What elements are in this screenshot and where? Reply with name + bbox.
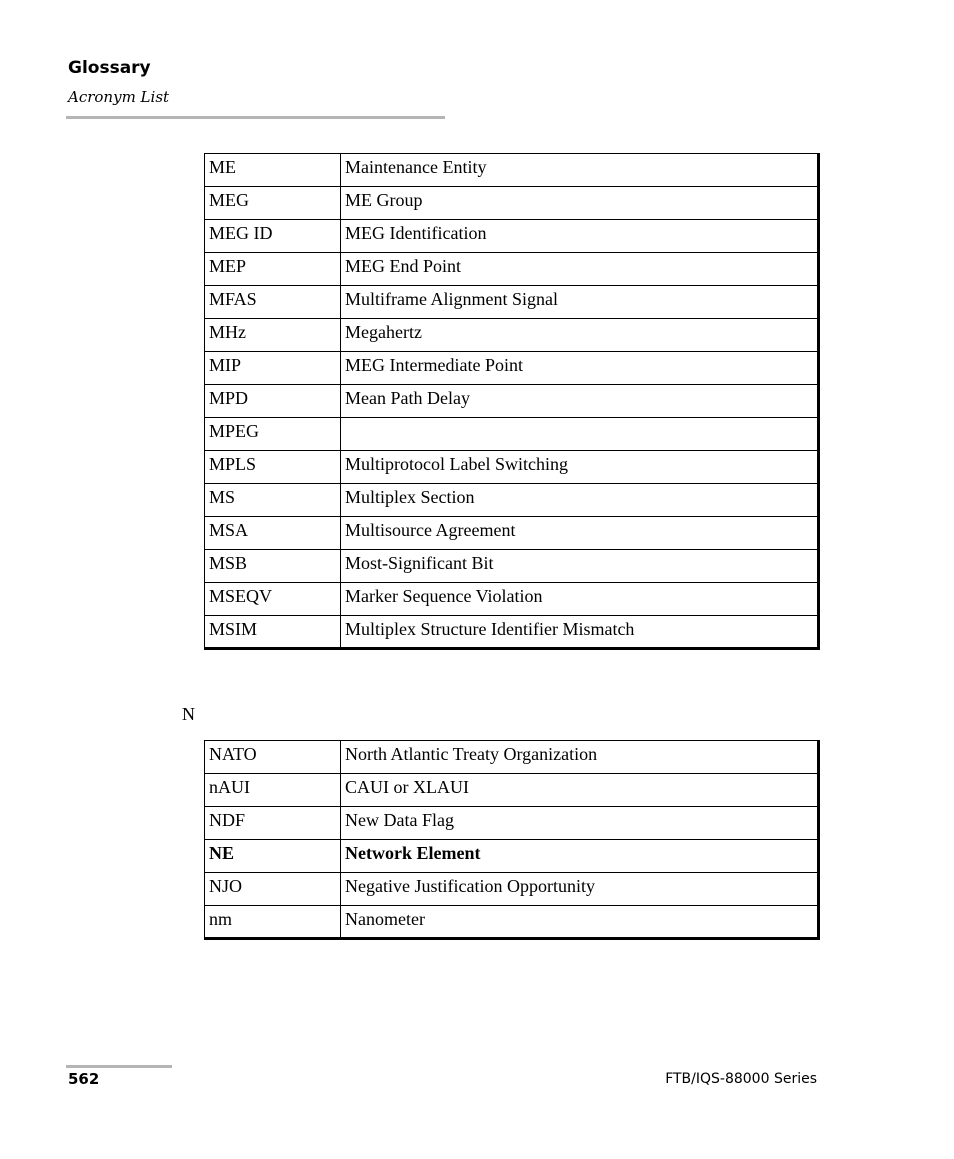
acronym-cell: MPLS <box>205 451 341 484</box>
acronym-cell: MSA <box>205 517 341 550</box>
table-row <box>205 517 819 550</box>
acronym-cell: MHz <box>205 319 341 352</box>
acronym-cell: NATO <box>205 741 341 774</box>
table-row <box>205 583 819 616</box>
acronym-cell: MPD <box>205 385 341 418</box>
definition-cell: Multiplex Section <box>341 484 819 517</box>
table-row <box>205 741 819 774</box>
acronym-table-m-body <box>205 154 819 649</box>
definition-cell: Megahertz <box>341 319 819 352</box>
table-row <box>205 253 819 286</box>
acronym-cell: nm <box>205 906 341 939</box>
acronym-table-n-body <box>205 741 819 939</box>
definition-cell: Marker Sequence Violation <box>341 583 819 616</box>
definition-cell: MEG Intermediate Point <box>341 352 819 385</box>
acronym-cell: MSIM <box>205 616 341 649</box>
acronym-cell: MFAS <box>205 286 341 319</box>
table-row <box>205 616 819 649</box>
definition-cell: Multiframe Alignment Signal <box>341 286 819 319</box>
definition-cell: MEG End Point <box>341 253 819 286</box>
definition-cell: ME Group <box>341 187 819 220</box>
definition-cell: Network Element <box>341 840 819 873</box>
definition-cell: Negative Justification Opportunity <box>341 873 819 906</box>
table-row <box>205 286 819 319</box>
acronym-cell: NE <box>205 840 341 873</box>
acronym-cell: MS <box>205 484 341 517</box>
acronym-table-m <box>204 153 820 650</box>
table-row <box>205 484 819 517</box>
definition-cell: North Atlantic Treaty Organization <box>341 741 819 774</box>
acronym-cell: MSEQV <box>205 583 341 616</box>
definition-cell: Mean Path Delay <box>341 385 819 418</box>
product-series: FTB/IQS-88000 Series <box>665 1071 817 1087</box>
acronym-cell: MEG ID <box>205 220 341 253</box>
definition-cell: CAUI or XLAUI <box>341 774 819 807</box>
acronym-cell: MEG <box>205 187 341 220</box>
acronym-cell: MEP <box>205 253 341 286</box>
acronym-cell: ME <box>205 154 341 187</box>
acronym-cell: MPEG <box>205 418 341 451</box>
definition-cell <box>341 418 819 451</box>
definition-cell: Multiprotocol Label Switching <box>341 451 819 484</box>
table-row <box>205 187 819 220</box>
table-row <box>205 840 819 873</box>
definition-cell: Most-Significant Bit <box>341 550 819 583</box>
definition-cell: MEG Identification <box>341 220 819 253</box>
acronym-cell: NDF <box>205 807 341 840</box>
section-letter-n: N <box>182 704 195 724</box>
acronym-cell: MSB <box>205 550 341 583</box>
definition-cell: Maintenance Entity <box>341 154 819 187</box>
table-row <box>205 807 819 840</box>
definition-cell: Multiplex Structure Identifier Mismatch <box>341 616 819 649</box>
page-header-title: Glossary <box>68 58 151 78</box>
definition-cell: New Data Flag <box>341 807 819 840</box>
table-row <box>205 550 819 583</box>
footer-divider <box>66 1065 172 1068</box>
table-row <box>205 352 819 385</box>
table-row <box>205 220 819 253</box>
acronym-cell: NJO <box>205 873 341 906</box>
definition-cell: Nanometer <box>341 906 819 939</box>
table-row <box>205 873 819 906</box>
table-row <box>205 451 819 484</box>
table-row <box>205 774 819 807</box>
table-row <box>205 319 819 352</box>
page-header-subtitle: Acronym List <box>68 88 170 106</box>
table-row <box>205 154 819 187</box>
header-divider <box>66 116 445 119</box>
definition-cell: Multisource Agreement <box>341 517 819 550</box>
acronym-cell: MIP <box>205 352 341 385</box>
page-number: 562 <box>68 1070 100 1088</box>
acronym-cell: nAUI <box>205 774 341 807</box>
table-row <box>205 385 819 418</box>
table-row <box>205 418 819 451</box>
table-row <box>205 906 819 939</box>
acronym-table-n <box>204 740 820 940</box>
